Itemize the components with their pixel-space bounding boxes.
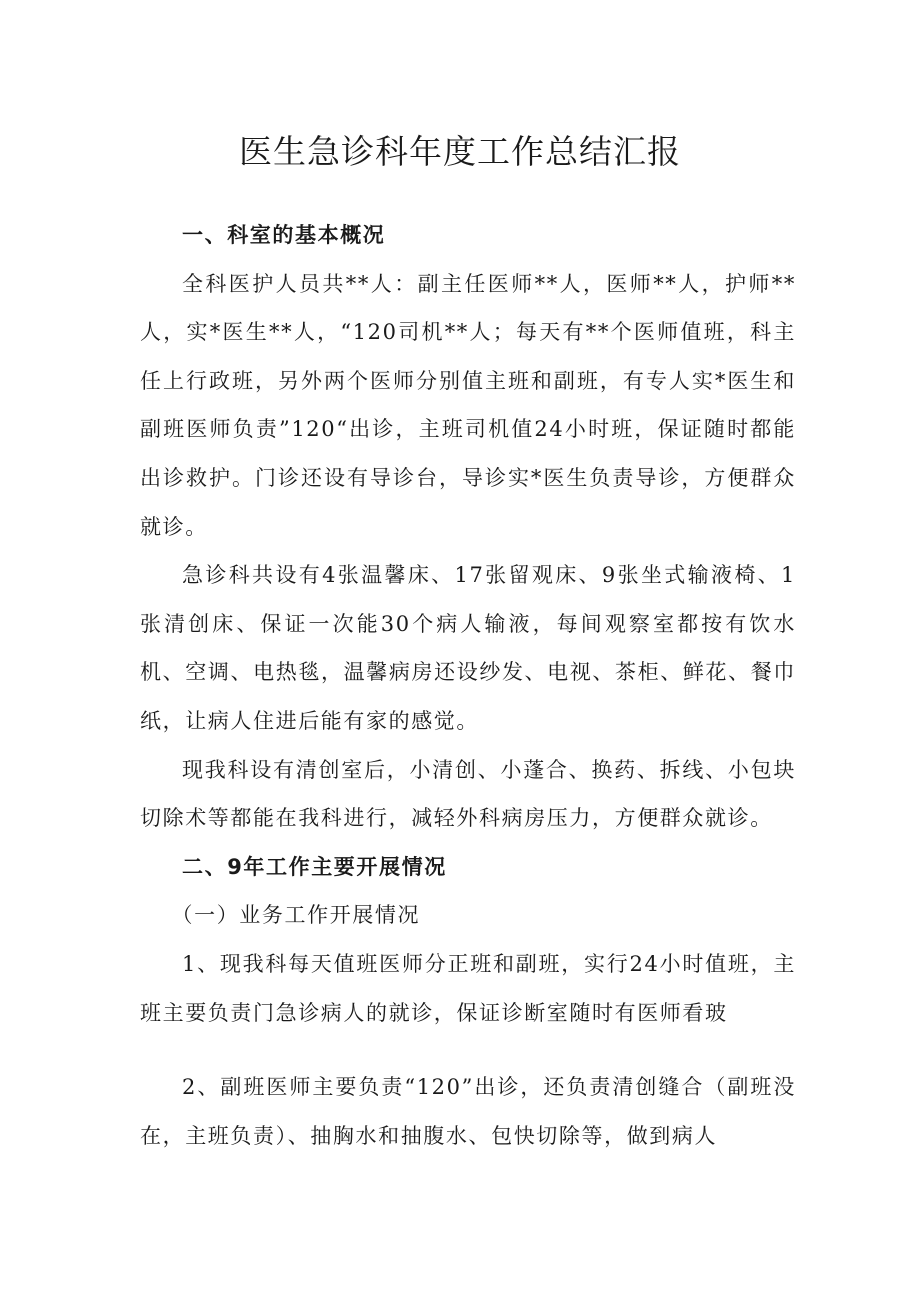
paragraph-staff: 全科医护人员共**人：副主任医师**人，医师**人，护师**人，实*医生**人，“120司机**人；每天有**个医师值班，科主任上行政班，另外两个医师分别值主班和副班，有专人实*医生和副班医师负责”120“出诊，主班司机值24小时班，保证随时都能出诊救护。门诊还设有导诊台，导诊实*医生负责导诊，方便群众就诊。: [140, 271, 796, 539]
section-heading-work-progress: 二、9年工作主要开展情况: [182, 854, 447, 879]
paragraph-facilities: 急诊科共设有4张温馨床、17张留观床、9张坐式输液椅、1张清创床、保证一次能30个病人输液，每间观察室都按有饮水机、空调、电热毯，温馨病房还设纱发、电视、茶柜、鲜花、餐巾纸，让病人住进后能有家的感觉。: [140, 563, 796, 733]
paragraph-gap: [140, 1037, 796, 1063]
paragraph-debridement: 现我科设有清创室后，小清创、小蓬合、换药、拆线、小包块切除术等都能在我科进行，减轻外科病房压力，方便群众就诊。: [140, 757, 796, 831]
document-title: 医生急诊科年度工作总结汇报: [239, 132, 681, 171]
section-heading-basic-overview: 一、科室的基本概况: [182, 223, 386, 247]
paragraph-deputy-duties: 2、副班医师主要负责“120”出诊，还负责清创缝合（副班没在，主班负责）、抽胸水和抽腹水、包快切除等，做到病人: [140, 1075, 796, 1148]
subsection-heading-business: （一）业务工作开展情况: [171, 903, 421, 928]
paragraph-duty-shifts: 1、现我科每天值班医师分正班和副班，实行24小时值班，主班主要负责门急诊病人的就诊，保证诊断室随时有医师看玻: [140, 951, 796, 1025]
document-body: [140, 211, 796, 1160]
